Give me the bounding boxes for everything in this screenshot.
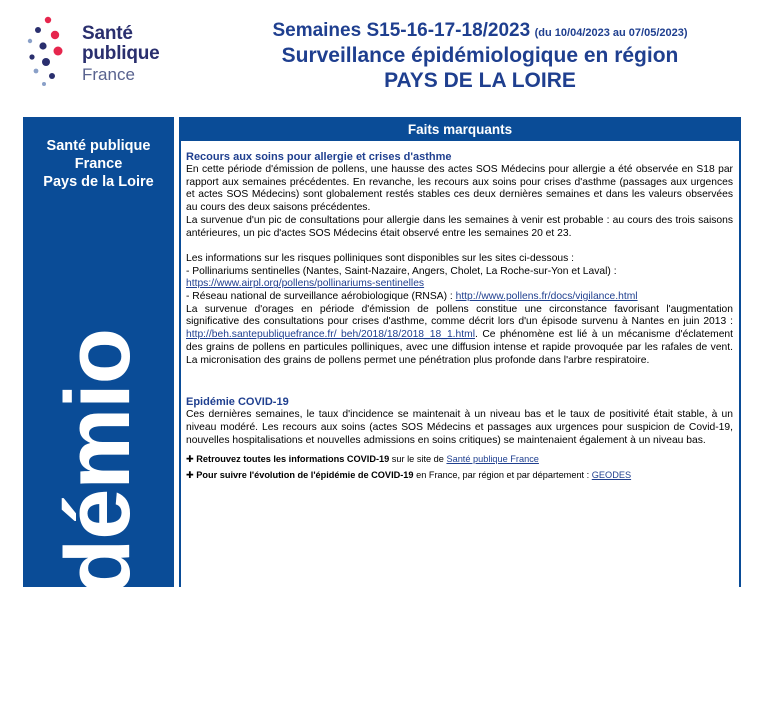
plus-icon: ✚ xyxy=(186,470,197,481)
panel-title: Faits marquants xyxy=(181,119,739,141)
region-title: PAYS DE LA LOIRE xyxy=(384,69,576,92)
geodes-link[interactable]: GEODES xyxy=(591,470,632,481)
pollinariums-link[interactable]: https://www.airpl.org/pollens/pollinariums-sentinelles xyxy=(186,278,425,290)
logo-line-3: France xyxy=(82,65,135,84)
pollinariums-item: - Pollinariums sentinelles (Nantes, Saint-Nazaire, Angers, Cholet, La Roche-sur-Yon et Laval) : xyxy=(186,265,617,277)
weeks-line xyxy=(210,20,750,42)
allergy-paragraph-2: La survenue d'un pic de consultations pour allergie dans les semaines à venir est probable : au cours des trois saisons antérieures, un pic d'actes SOS Médecins était observé entre les semaines 20 et 23. xyxy=(186,214,733,239)
covid-info-line xyxy=(186,453,733,466)
sidebar-vertical-title: épidémio xyxy=(47,329,149,725)
logo-dots-icon xyxy=(22,12,82,92)
sidebar-org xyxy=(23,117,174,191)
allergy-paragraph-3 xyxy=(186,304,733,368)
allergy-info-intro: Les informations sur les risques polliniques sont disponibles sur les sites ci-dessous : xyxy=(186,252,575,264)
panel-content xyxy=(181,141,739,482)
sidebar-org-line-1: Santé publique xyxy=(46,138,151,154)
spf-link[interactable]: Santé publique France xyxy=(446,454,539,465)
covid-geodes-text: en France, par région et par département : xyxy=(413,470,592,481)
weeks-title: Semaines S15-16-17-18/2023 xyxy=(272,20,531,41)
plus-icon: ✚ xyxy=(186,454,197,465)
page-title: Surveillance épidémiologique en région xyxy=(281,44,679,67)
sidebar-org-line-2: France xyxy=(74,156,123,172)
beh-link[interactable]: http://beh.santepubliquefrance.fr/ beh/2018/18/2018_18_1.html xyxy=(186,329,475,341)
covid-paragraph: Ces dernières semaines, le taux d'incidence se maintenait à un niveau bas et le taux de positivité était stable, à un niveau modéré. Les recours aux soins (actes SOS Médecins et passages aux urgences pour suspicion de Covid-19, nouvelles hospitalisations et nouvelles admissions en soins critiques) se maintenaient également à un niveau bas. xyxy=(186,409,733,446)
allergy-p3-end: . Ce phénomène est lié à un mécanisme d'éclatement des grains de pollens en particules polliniques, avec une diffusion intense et rapide provoquée par les rafales de vent. La micronisation des grains de pollens permet une pénétration plus profonde dans l'arbre respiratoire. xyxy=(186,329,734,366)
section-allergy-title: Recours aux soins pour allergie et crises d'asthme xyxy=(186,151,452,163)
covid-info-bold: Retrouvez toutes les informations COVID-19 xyxy=(196,454,390,465)
pollinariums-link-line xyxy=(186,278,733,291)
rnsa-link[interactable]: http://www.pollens.fr/docs/vigilance.html xyxy=(455,291,638,303)
date-range: (du 10/04/2023 au 07/05/2023) xyxy=(534,27,688,39)
logo-line-1: Santé xyxy=(82,23,133,44)
section-covid-title: Epidémie COVID-19 xyxy=(186,396,289,409)
highlights-panel xyxy=(179,117,741,587)
covid-geodes-bold: Pour suivre l'évolution de l'épidémie de COVID-19 xyxy=(196,470,414,481)
logo xyxy=(22,12,182,92)
rnsa-label: - Réseau national de surveillance aérobiologique (RNSA) : xyxy=(186,291,456,303)
allergy-paragraph-1: En cette période d'émission de pollens, une hausse des actes SOS Médecins pour allergie a été observée en S18 par rapport aux semaines précédentes. En revanche, les recours aux soins pour crises d'asthme (passages aux urgences et actes SOS Médecins) sont globalement restés stables ces deux dernières semaines et dans les valeurs observées au cours des deux saisons précédentes. xyxy=(186,164,733,214)
sidebar xyxy=(23,117,174,725)
covid-info-text: sur le site de xyxy=(389,454,447,465)
covid-geodes-line xyxy=(186,469,733,482)
page-header xyxy=(210,20,750,93)
logo-line-2: publique xyxy=(82,43,160,64)
sidebar-org-line-3: Pays de la Loire xyxy=(43,174,154,190)
allergy-p3-start: La survenue d'orages en période d'émission de pollens constitue une circonstance favorisant l'augmentation significative des consultations pour crises d'asthme, comme décrit lors d'un épisode survenu à Nantes en juin 2013 : xyxy=(186,303,733,328)
rnsa-item xyxy=(186,291,733,304)
